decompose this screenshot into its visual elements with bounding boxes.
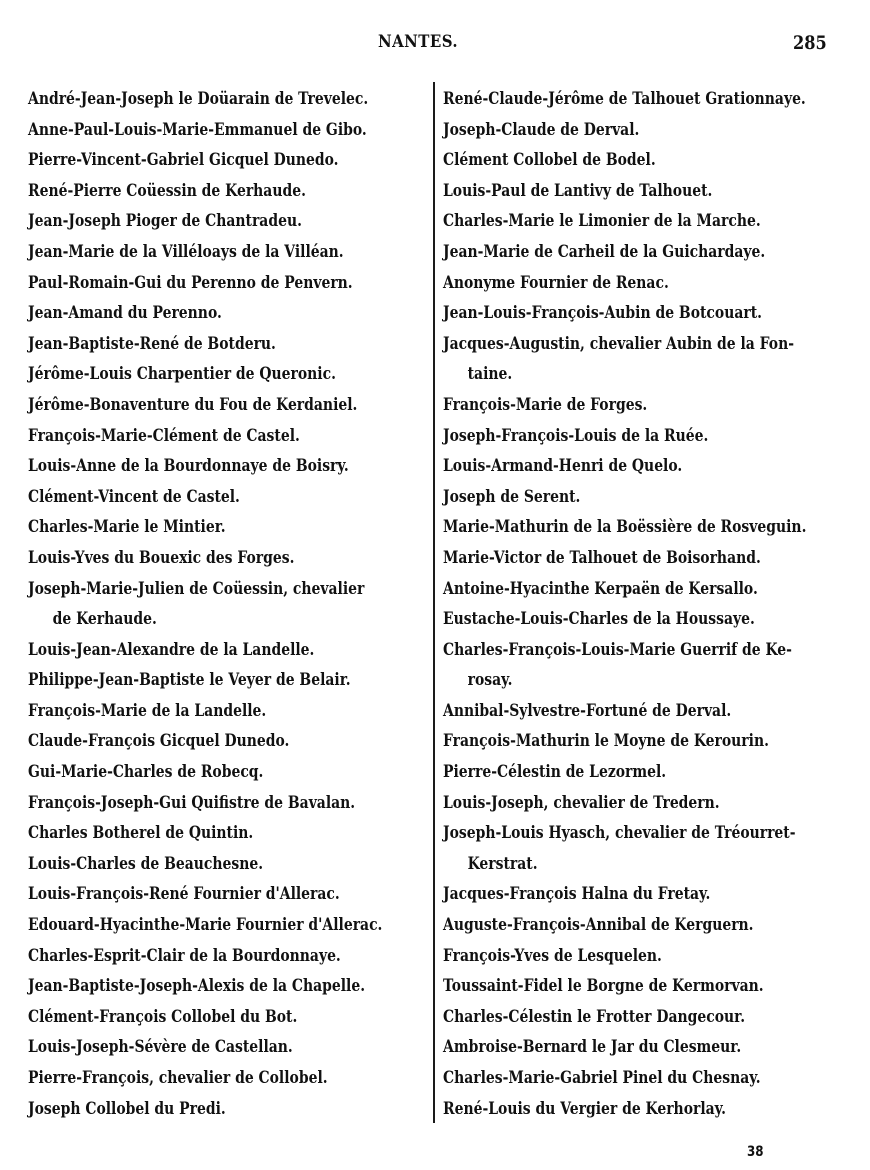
name-entry — [28, 482, 438, 513]
name-entry — [28, 390, 438, 421]
name-entry — [443, 482, 853, 513]
name-entry — [443, 757, 853, 788]
name-entry — [28, 359, 438, 390]
name-entry-line: Pierre-Vincent-Gabriel Gicquel Dunedo. — [28, 150, 339, 171]
name-entry — [28, 543, 438, 574]
name-entry-line: Charles-Marie le Mintier. — [28, 517, 226, 538]
name-entry — [28, 574, 438, 635]
name-entry-line: Clément Collobel de Bodel. — [443, 150, 656, 171]
name-entry-line: Jean-Joseph Pioger de Chantradeu. — [28, 211, 302, 232]
name-entry — [28, 298, 438, 329]
name-entry — [443, 726, 853, 757]
name-entry-line: Charles-Marie-Gabriel Pinel du Chesnay. — [443, 1068, 761, 1088]
name-entry-line: Joseph de Serent. — [443, 486, 581, 507]
name-entry — [443, 1002, 853, 1033]
name-entry-line: Joseph-Marie-Julien de Coüessin, chevalier — [28, 578, 365, 599]
name-entry-line: Joseph-François-Louis de la Ruée. — [443, 425, 709, 446]
name-entry — [28, 849, 438, 880]
name-entry-line: Toussaint-Fidel le Borgne de Kermorvan. — [443, 976, 764, 997]
name-entry-line: René-Louis du Vergier de Kerhorlay. — [443, 1098, 727, 1119]
name-entry-line: Pierre-Célestin de Lezormel. — [443, 762, 667, 783]
name-entry-line: Louis-Joseph, chevalier de Tredern. — [443, 792, 720, 813]
name-entry-line: René-Pierre Coüessin de Kerhaude. — [28, 180, 306, 201]
name-entry-line: Louis-Jean-Alexandre de la Landelle. — [28, 639, 315, 660]
name-entry — [28, 879, 438, 910]
name-entry-line: Anonyme Fournier de Renac. — [443, 272, 669, 293]
running-head — [0, 28, 870, 56]
name-entry-line: Jean-Baptiste-Joseph-Alexis de la Chapelle. — [28, 976, 366, 997]
name-entry-line: Charles-Marie le Limonier de la Marche. — [443, 211, 761, 232]
name-entry — [443, 145, 853, 176]
name-entry — [443, 818, 853, 879]
name-entry — [443, 206, 853, 237]
name-entry-line: Joseph-Louis Hyasch, chevalier de Tréourret- — [443, 823, 796, 844]
name-entry — [443, 176, 853, 207]
name-entry — [28, 726, 438, 757]
name-entry-line: Gui-Marie-Charles de Robecq. — [28, 762, 264, 783]
name-entry-line: Louis-Anne de la Bourdonnaye de Boisry. — [28, 456, 349, 477]
name-entry — [443, 635, 853, 696]
name-entry-line: Louis-Armand-Henri de Quelo. — [443, 456, 683, 477]
name-entry — [443, 941, 853, 972]
name-entry-line: Louis-François-René Fournier d'Allerac. — [28, 884, 340, 905]
name-entry-line: Paul-Romain-Gui du Perenno de Penvern. — [28, 272, 353, 293]
name-entry-line: François-Marie de Forges. — [443, 394, 648, 415]
name-entry — [28, 1063, 438, 1094]
name-entry — [28, 1094, 438, 1125]
name-entry-line: Charles-François-Louis-Marie Guerrif de Ke- — [443, 639, 792, 660]
name-entry — [28, 696, 438, 727]
name-entry-line: Jérôme-Louis Charpentier de Queronic. — [28, 364, 336, 385]
name-entry-line: Eustache-Louis-Charles de la Houssaye. — [443, 609, 755, 630]
name-entry-line: Anne-Paul-Louis-Marie-Emmanuel de Gibo. — [28, 119, 367, 140]
column-divider — [433, 82, 435, 1123]
page-number: 285 — [793, 32, 827, 54]
name-entry — [443, 421, 853, 452]
name-entry — [28, 115, 438, 146]
name-entry-line: Clément-François Collobel du Bot. — [28, 1006, 298, 1027]
name-entry-line: Louis-Paul de Lantivy de Talhouet. — [443, 180, 713, 201]
name-entry-line: Marie-Mathurin de la Boëssière de Rosveguin. — [443, 517, 807, 538]
name-entry-line: Louis-Charles de Beauchesne. — [28, 853, 264, 874]
name-entry — [443, 971, 853, 1002]
name-entry — [443, 268, 853, 299]
name-entry — [443, 512, 853, 543]
name-entry-line: Jacques-Augustin, chevalier Aubin de la Fon- — [443, 333, 795, 354]
name-entry-line: Jean-Baptiste-René de Botderu. — [28, 333, 276, 354]
name-entry — [28, 84, 438, 115]
name-entry-line: Annibal-Sylvestre-Fortuné de Derval. — [443, 700, 732, 721]
name-entry — [28, 421, 438, 452]
name-entry — [443, 574, 853, 605]
name-entry — [443, 604, 853, 635]
name-entry — [28, 512, 438, 543]
name-entry — [443, 298, 853, 329]
name-entry-line: Charles-Célestin le Frotter Dangecour. — [443, 1006, 746, 1027]
name-entry — [443, 1032, 853, 1063]
name-entry — [28, 757, 438, 788]
name-entry-line: Clément-Vincent de Castel. — [28, 486, 240, 507]
name-entry — [28, 237, 438, 268]
name-entry — [28, 941, 438, 972]
name-entry — [443, 237, 853, 268]
name-entry — [28, 818, 438, 849]
name-entry-continuation: Kerstrat. — [467, 853, 538, 874]
name-entry — [28, 206, 438, 237]
name-entry-line: Louis-Joseph-Sévère de Castellan. — [28, 1037, 293, 1058]
name-entry-line: Jean-Marie de la Villéloays de la Villéan. — [28, 241, 344, 262]
name-entry-line: Pierre-François, chevalier de Collobel. — [28, 1068, 328, 1088]
name-entry-line: Antoine-Hyacinthe Kerpaën de Kersallo. — [443, 578, 758, 599]
name-entry — [443, 1063, 853, 1094]
name-entry — [28, 910, 438, 941]
name-entry — [28, 971, 438, 1002]
name-entry-continuation: rosay. — [467, 670, 513, 691]
name-entry-line: Joseph Collobel du Predi. — [28, 1098, 226, 1119]
name-entry — [443, 543, 853, 574]
left-column-name-list — [28, 84, 438, 1124]
name-entry — [443, 1094, 853, 1125]
name-entry — [443, 879, 853, 910]
name-entry-line: Edouard-Hyacinthe-Marie Fournier d'Allerac. — [28, 915, 383, 936]
name-entry-line: Jean-Marie de Carheil de la Guichardaye. — [443, 241, 766, 262]
name-entry — [28, 451, 438, 482]
name-entry-line: Jean-Louis-François-Aubin de Botcouart. — [443, 303, 763, 324]
name-entry — [443, 390, 853, 421]
name-entry — [28, 1032, 438, 1063]
name-entry — [28, 329, 438, 360]
name-entry — [28, 145, 438, 176]
name-entry-line: Philippe-Jean-Baptiste le Veyer de Belair. — [28, 670, 351, 691]
name-entry-line: André-Jean-Joseph le Doüarain de Trevelec. — [28, 89, 369, 109]
name-entry-line: Charles-Esprit-Clair de la Bourdonnaye. — [28, 945, 341, 966]
name-entry-line: François-Yves de Lesquelen. — [443, 945, 662, 966]
signature-mark: 38 — [747, 1144, 764, 1160]
name-entry — [443, 788, 853, 819]
name-entry-line: François-Marie de la Landelle. — [28, 700, 267, 721]
name-entry — [28, 635, 438, 666]
name-entry-line: Louis-Yves du Bouexic des Forges. — [28, 547, 295, 568]
name-entry-line: François-Joseph-Gui Quifistre de Bavalan. — [28, 792, 356, 813]
name-entry-line: Joseph-Claude de Derval. — [443, 119, 640, 140]
name-entry-line: Auguste-François-Annibal de Kerguern. — [443, 915, 754, 936]
name-entry-line: René-Claude-Jérôme de Talhouet Grationnaye. — [443, 89, 806, 109]
name-entry-line: Jacques-François Halna du Fretay. — [443, 884, 711, 905]
name-entry-line: Charles Botherel de Quintin. — [28, 823, 254, 844]
name-entry — [443, 910, 853, 941]
name-entry — [28, 268, 438, 299]
name-entry — [28, 176, 438, 207]
right-column-name-list — [443, 84, 853, 1124]
name-entry-line: Claude-François Gicquel Dunedo. — [28, 731, 290, 752]
name-entry-line: Jérôme-Bonaventure du Fou de Kerdaniel. — [28, 394, 358, 415]
name-entry-line: François-Marie-Clément de Castel. — [28, 425, 300, 446]
name-entry — [443, 115, 853, 146]
name-entry — [28, 788, 438, 819]
running-title: NANTES. — [378, 32, 459, 52]
name-entry-line: François-Mathurin le Moyne de Kerourin. — [443, 731, 769, 752]
name-entry — [28, 1002, 438, 1033]
name-entry — [28, 665, 438, 696]
name-entry — [443, 696, 853, 727]
name-entry-line: Marie-Victor de Talhouet de Boisorhand. — [443, 547, 761, 568]
name-entry-continuation: taine. — [467, 364, 513, 385]
name-entry — [443, 451, 853, 482]
name-entry-continuation: de Kerhaude. — [52, 609, 157, 630]
name-entry — [443, 84, 853, 115]
name-entry — [443, 329, 853, 390]
name-entry-line: Jean-Amand du Perenno. — [28, 303, 222, 324]
name-entry-line: Ambroise-Bernard le Jar du Clesmeur. — [443, 1037, 742, 1058]
